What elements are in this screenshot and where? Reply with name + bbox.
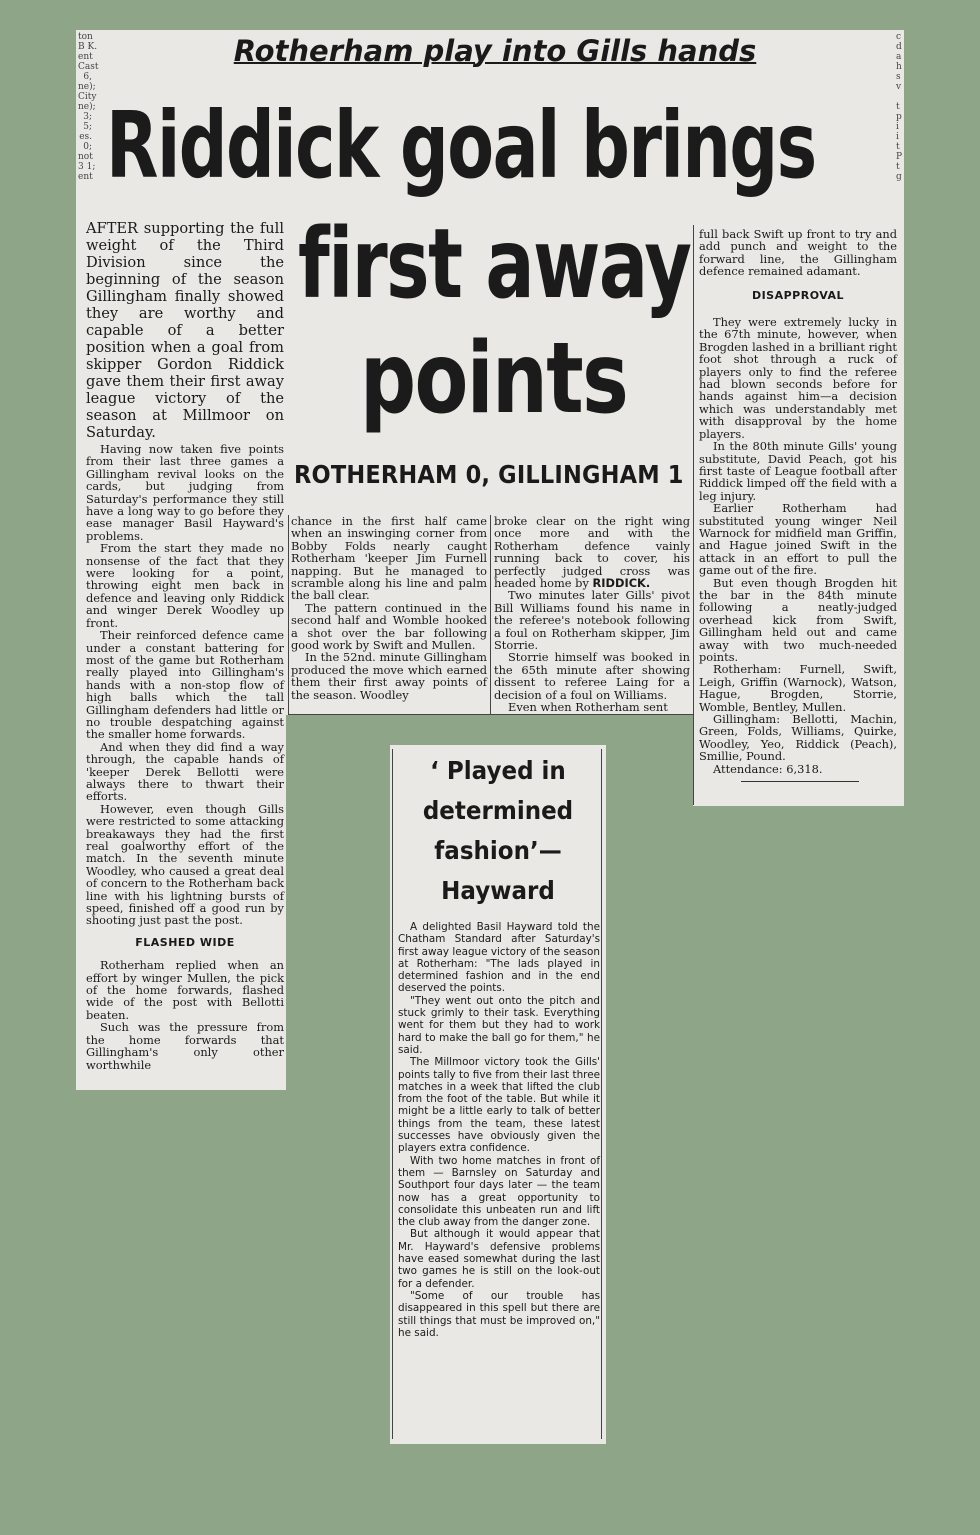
gillingham-lineup: Gillingham: Bellotti, Machin, Green, Folds, Williams, Quirke, Woodley, Yeo, Riddick (Peach), Smillie, Pound. (699, 712, 897, 764)
sidebar-headline-line-2: determined (422, 796, 574, 825)
paragraph: In the 80th minute Gills' young substitute, David Peach, got his first taste of League football after Riddick limped off the field with a leg injury. (699, 439, 897, 503)
sidebar-headline-line-4: Hayward (441, 876, 555, 905)
paragraph: Having now taken five points from their last three games a Gillingham revival looks on the cards, but judging from Saturday's performance they still have a long way to go before they ease manager Basil Hayward's problems. (86, 442, 284, 543)
paragraph: chance in the first half came when an inswinging corner from Bobby Folds nearly caught Rotherham 'keeper Jim Furnell napping. But he managed to scramble along his line and palm the ball clear. (291, 514, 487, 603)
paragraph: But even though Brogden hit the bar in the 84th minute following a neatly-judged overhead kick from Swift, Gillingham held out and came away with two much-needed points. (699, 575, 897, 664)
paragraph: Rotherham replied when an effort by winger Mullen, the pick of the home forwards, flashed wide of the post with Bellotti beaten. (86, 958, 284, 1022)
sidebar-body (398, 921, 600, 1339)
column-bottom-rule (288, 714, 693, 715)
paragraph: Two minutes later Gills' pivot Bill Williams found his name in the referee's notebook following a foul on Rotherham skipper, Jim Storrie. (494, 588, 690, 653)
column-1 (86, 220, 284, 1071)
sidebar-headline-line-3: fashion’— (434, 836, 562, 865)
paragraph: A delighted Basil Hayward told the Chatham Standard after Saturday's first away league victory of the season at Rotherham: "The lads played in determined fashion and in the end deserved the points. (398, 921, 600, 995)
headline-line-2: first away (298, 208, 691, 320)
paragraph: However, even though Gills were restricted to some attacking breakaways they had the first real goalworthy effort of the match. In the seventh minute Woodley, who caused a great deal of concern to the Rotherham back line with his lightning bursts of speed, finished off a good run by shooting just past the post. (86, 801, 284, 928)
paragraph: In the 52nd. minute Gillingham produced the move which earned them their first away points of the season. Woodley (291, 650, 487, 702)
sidebar-headline-line-1: ‘ Played in (430, 756, 566, 785)
paragraph: full back Swift up front to try and add punch and weight to the forward line, the Gillingham defence remained adamant. (699, 227, 897, 279)
paragraph: They were extremely lucky in the 67th minute, however, when Brogden lashed in a brilliant right foot shot through a ruck of players only to find the referee had blown seconds before for hands against him—a decision which was understandably met with disapproval by the home players. (699, 315, 897, 441)
rotherham-lineup: Rotherham: Furnell, Swift, Leigh, Griffin (Warnock), Watson, Hague, Brogden, Storrie, Womble, Bentley, Mullen. (699, 662, 897, 714)
sidebar-clipping (390, 745, 606, 1444)
column-4 (699, 228, 897, 782)
paragraph: Storrie himself was booked in the 65th minute after showing dissent to referee Laing for a decision of a foul on Williams. (494, 650, 690, 702)
paragraph: From the start they made no nonsense of the fact that they were looking for a point, throwing eight men back in defence and leaving only Riddick and winger Derek Woodley up front. (86, 541, 284, 630)
paragraph: The pattern continued in the second half and Womble hooked a shot over the bar following good work by Swift and Mullen. (291, 600, 487, 653)
paragraph (494, 515, 690, 589)
paragraph: "Some of our trouble has disappeared in this spell but there are still things that must be improved on," he said. (398, 1289, 600, 1339)
headline-line-3: points (360, 322, 628, 436)
paragraph: "They went out onto the pitch and stuck grimly to their task. Everything went for them but they had to work hard to make the ball go for them," he said. (398, 994, 600, 1056)
scorer-name: RIDDICK. (592, 576, 651, 591)
paragraph: Such was the pressure from the home forwards that Gillingham's only other worthwhile (86, 1020, 284, 1072)
sidebar-headline (390, 751, 606, 911)
column-2 (291, 515, 487, 701)
paragraph: Their reinforced defence came under a constant battering for most of the game but Rotherham really played into Gillingham's hands with a non-stop flow of high balls which the tall Gillingham defenders had little or no trouble despatching against the smaller home forwards. (86, 628, 284, 742)
margin-fragment-left: ton B ent Cast 6, ne); City ne); 3; 5; es. 0; not 3 1; ent (78, 32, 99, 182)
column-rule-1 (288, 515, 289, 715)
margin-fragment-right: c d a h s v t p i i t P t g (896, 32, 903, 182)
score-line: ROTHERHAM 0, GILLINGHAM 1 (294, 460, 684, 489)
attendance: Attendance: 6,318. (713, 761, 823, 776)
column-rule-2 (490, 515, 491, 715)
intro-paragraph: AFTER supporting the full weight of the Third Division since the beginning of the season Gillingham finally showed they are worthy and capable of a better position when a goal from skipper Gordon Riddick gave them their first away league victory of the season at Millmoor on Saturday. (86, 220, 284, 441)
paragraph: With two home matches in front of them — Barnsley on Saturday and Southport four days later — the team now has a great opportunity to consolidate this unbeaten run and lift the club away from the danger zone. (398, 1154, 600, 1229)
subhead-flashed-wide: FLASHED WIDE (135, 935, 235, 949)
paragraph: Even when Rotherham sent (508, 700, 668, 715)
column-rule-3 (693, 225, 694, 805)
paragraph: The Millmoor victory took the Gills' points tally to five from their last three matches in a week that lifted the club from the foot of the table. But while it might be a little early to talk of better things from the team, these latest successes have obviously given the players extra confidence. (398, 1056, 600, 1155)
paragraph: But although it would appear that Mr. Hayward's defensive problems have eased somewhat during the last two games he is still on the look-out for a defender. (398, 1228, 600, 1290)
headline-line-1: Riddick goal brings (106, 92, 816, 199)
goal-description: broke clear on the right wing once more and with the Rotherham defence vainly running back to cover, his perfectly judged cross was headed home by (494, 514, 690, 591)
column-3 (494, 515, 690, 714)
subhead-disapproval: DISAPPROVAL (751, 288, 845, 302)
end-rule (741, 781, 859, 782)
strapline: Rotherham play into Gills hands (233, 34, 757, 68)
paragraph: Earlier Rotherham had substituted young winger Neil Warnock for midfield man Griffin, and Hague joined Swift in the attack in an effort to pull the game out of the fire. (699, 501, 897, 578)
paragraph: And when they did find a way through, the capable hands of 'keeper Derek Bellotti were always there to thwart their efforts. (86, 739, 284, 804)
